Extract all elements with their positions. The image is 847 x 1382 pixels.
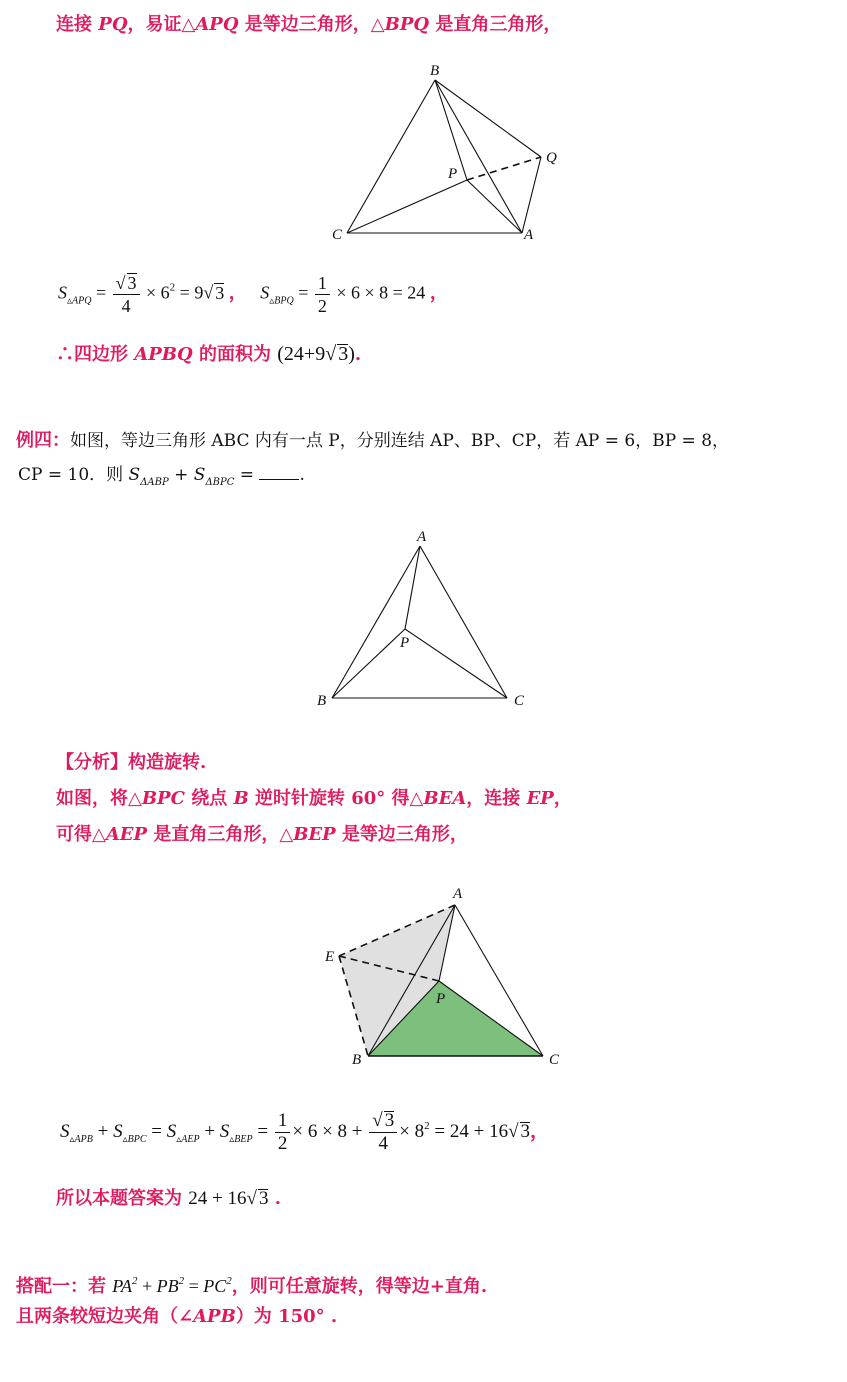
- analysis-heading: 【分析】构造旋转.: [56, 752, 207, 773]
- label-P: P: [400, 635, 410, 651]
- exponent: 2: [178, 1275, 185, 1287]
- math-PQ: PQ: [98, 14, 128, 35]
- exponent: 2: [131, 1275, 138, 1287]
- exponent: 2: [169, 281, 176, 294]
- label-C: C: [514, 693, 525, 709]
- math-BPC: BPC: [141, 788, 185, 809]
- value: × 8: [399, 1120, 425, 1142]
- text: ∴四边形: [56, 344, 135, 365]
- math-BPQ: BPQ: [384, 14, 430, 35]
- equals: =: [252, 1120, 273, 1142]
- math-S: S: [58, 282, 67, 303]
- math-PB: PB: [156, 1276, 179, 1296]
- pairing-line2: [16, 1304, 337, 1330]
- text: ）为 150° .: [235, 1306, 338, 1327]
- label-B: B: [430, 63, 440, 79]
- exponent: 2: [424, 1119, 430, 1132]
- text: 所以本题答案为: [56, 1188, 189, 1209]
- numerator: 1: [275, 1110, 291, 1133]
- label-P: P: [448, 166, 458, 182]
- label-A: A: [524, 227, 534, 243]
- area-formula-2: $S_{▵APB} + S_{▵BPC} = S_{▵AEP} + S_{▵BEP}$ = $\frac{1}{2}$ × 6 × 8 + $\frac{√ 3}{4}$ × $8^2 = 24 + 16√$ 3，: [60, 1110, 550, 1154]
- plus: +: [92, 1120, 114, 1142]
- denominator: 4: [378, 1133, 388, 1154]
- area-formula-1: $S_{▵APQ}$ = $\frac{√ 3}{4}$ × $6^2 = 9√$ 3 ， $S_{▵BPQ}$ = $\frac{1}{2}$ × 6 × 8 = 24 ，: [58, 273, 448, 316]
- times: ×: [146, 282, 157, 303]
- value: × 6 × 8 +: [292, 1120, 368, 1142]
- subscript: ▵AEP: [176, 1133, 200, 1145]
- plus: +: [168, 465, 194, 485]
- radicand: 3: [520, 1120, 531, 1142]
- equals: =: [146, 1120, 167, 1142]
- answer-line: 所以本题答案为 24 + 16√ 3 .: [56, 1188, 281, 1209]
- subscript: ▵APB: [69, 1133, 93, 1145]
- label-C: C: [549, 1052, 560, 1068]
- math-S: S: [260, 282, 270, 303]
- math-EP: EP: [526, 788, 554, 809]
- equals: =: [298, 282, 309, 303]
- subscript: ▵BPC: [122, 1133, 147, 1145]
- number: 6: [160, 282, 170, 303]
- subscript: ▵BEP: [229, 1133, 253, 1145]
- value: × 6 × 8 = 24: [336, 282, 426, 303]
- math-S: S: [193, 465, 206, 485]
- label-P: P: [436, 991, 446, 1007]
- subscript: ΔABP: [140, 477, 169, 488]
- text: ，易证△: [127, 14, 196, 35]
- math-AEP: AEP: [105, 824, 148, 845]
- text: ，: [553, 788, 572, 809]
- text: 是直角三角形，: [429, 14, 562, 35]
- label-E: E: [325, 949, 335, 965]
- plus: +: [137, 1276, 157, 1296]
- text: 的面积为: [192, 344, 271, 365]
- math-BEA: BEA: [423, 788, 467, 809]
- comma: ，: [429, 282, 448, 303]
- subscript: ▵APQ: [67, 295, 92, 307]
- text: CP = 10．则: [18, 465, 129, 485]
- math-S: S: [113, 1120, 123, 1142]
- pairing-line1: [16, 1268, 487, 1300]
- subscript: ΔBPC: [205, 477, 235, 488]
- equals: =: [234, 465, 260, 485]
- text: 绕点: [184, 788, 234, 809]
- denominator: 4: [121, 296, 131, 316]
- math-S: S: [166, 1120, 177, 1142]
- math-APQ: APQ: [195, 14, 239, 35]
- value: 24+9: [283, 343, 326, 365]
- label-A: A: [453, 886, 463, 902]
- equals: =: [184, 1276, 204, 1296]
- text: ，连接: [466, 788, 527, 809]
- period: .: [354, 344, 362, 365]
- math-S: S: [60, 1120, 70, 1142]
- math-PA: PA: [112, 1276, 132, 1296]
- period: .: [268, 1188, 281, 1209]
- text: 逆时针旋转 60° 得△: [248, 788, 424, 809]
- text: 且两条较短边夹角（∠: [16, 1306, 194, 1327]
- fraction: [275, 1110, 291, 1155]
- text: 是等边三角形，△: [238, 14, 385, 35]
- exponent: 2: [226, 1275, 232, 1287]
- text: 连接: [56, 14, 99, 35]
- comma: ，: [228, 282, 247, 303]
- numerator: 1: [315, 272, 330, 295]
- math-BEP: BEP: [293, 824, 336, 845]
- period: .: [299, 465, 305, 485]
- comma: ，: [530, 1120, 550, 1142]
- pythagorean-expression: [112, 1276, 232, 1296]
- text: 可得△: [56, 824, 106, 845]
- text: 搭配一：若: [16, 1276, 113, 1297]
- text: 是等边三角形，: [335, 824, 468, 845]
- radicand: 3: [215, 282, 225, 303]
- label-C: C: [332, 227, 343, 243]
- subscript: ▵BPQ: [269, 295, 294, 307]
- problem-text: 如图，等边三角形 ABC 内有一点 P，分别连结 AP、BP、CP，若 AP = 6，BP = 8，: [70, 431, 730, 451]
- example-label: 例四：: [16, 430, 70, 451]
- label-B: B: [352, 1052, 362, 1068]
- math-S: S: [128, 465, 141, 485]
- label-B: B: [317, 693, 327, 709]
- text: ，则可任意旋转，得等边+直角.: [231, 1276, 488, 1297]
- denominator: 2: [277, 1133, 288, 1154]
- math-S: S: [219, 1120, 230, 1142]
- value: = 9: [179, 282, 204, 303]
- fraction: $\frac{√ 3}{4}$: [113, 272, 140, 317]
- math-B: B: [233, 788, 249, 809]
- radicand: 3: [258, 1188, 269, 1209]
- math-PC: PC: [203, 1276, 227, 1296]
- result: = 24 + 16: [429, 1120, 509, 1142]
- numerator: 3: [127, 273, 137, 293]
- denominator: 2: [317, 296, 327, 316]
- label-A: A: [417, 529, 427, 545]
- answer-value: 24 + 16: [188, 1188, 247, 1209]
- equals: =: [95, 282, 107, 303]
- math-APB: APB: [193, 1306, 236, 1327]
- fraction: $\frac{√ 3}{4}$: [369, 1110, 397, 1155]
- text: 是直角三角形，△: [147, 824, 294, 845]
- label-Q: Q: [546, 150, 557, 166]
- text: 如图，将△: [56, 788, 142, 809]
- area-value: (24+9√ 3): [277, 343, 355, 365]
- radicand: 3: [338, 343, 349, 365]
- plus: +: [199, 1120, 220, 1142]
- math-APBQ: APBQ: [134, 344, 193, 365]
- radicand: 3: [384, 1110, 395, 1131]
